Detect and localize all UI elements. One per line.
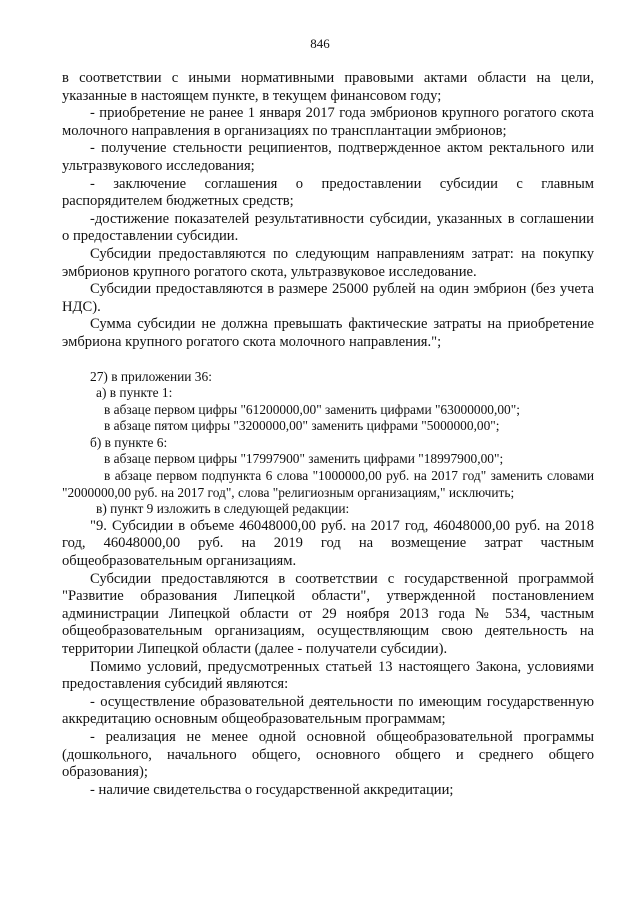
spacer — [62, 352, 594, 369]
paragraph: в соответствии с иными нормативными правовыми актами области на цели, указанные в настоящем пункте, в текущем финансовом году; — [62, 70, 594, 104]
amendment-line: в абзаце первом цифры "61200000,00" заменить цифрами "63000000,00"; — [104, 401, 520, 417]
paragraph: Субсидии предоставляются по следующим направлениям затрат: на покупку эмбрионов крупного рогатого скота, ультразвуковое исследование. — [62, 245, 594, 280]
amendment-line: в абзаце первом цифры "17997900" заменить цифрами "18997900,00"; — [104, 451, 504, 467]
amendment-subitem: в) пункт 9 изложить в следующей редакции: — [96, 501, 350, 517]
paragraph: -достижение показателей результативности субсидии, указанных в соглашении о предоставлении субсидии. — [62, 210, 594, 245]
document-body — [62, 70, 594, 799]
paragraph: - осуществление образовательной деятельности по имеющим государственную аккредитацию основным общеобразовательным программам; — [62, 693, 594, 728]
amendment-item: 27) в приложении 36: — [90, 368, 212, 384]
amendment-subitem: а) в пункте 1: — [96, 385, 173, 401]
paragraph: - приобретение не ранее 1 января 2017 года эмбрионов крупного рогатого скота молочного направления в организациях по трансплантации эмбрионов; — [62, 105, 594, 139]
amendment-line: в абзаце первом подпункта 6 слова "1000000,00 руб. на 2017 год" заменить словами "2000000,00 руб. на 2017 год", слова "религиозным организациям," исключить; — [62, 468, 594, 500]
paragraph: - наличие свидетельства о государственной аккредитации; — [90, 781, 454, 798]
paragraph: Субсидии предоставляются в размере 25000 рублей на один эмбрион (без учета НДС). — [62, 281, 594, 315]
paragraph: "9. Субсидии в объеме 46048000,00 руб. на 2017 год, 46048000,00 руб. на 2018 год, 46048000,00 руб. на 2019 год на возмещение затрат частным общеобразовательным организациям. — [62, 517, 594, 570]
amendment-line: в абзаце пятом цифры "3200000,00" заменить цифрами "5000000,00"; — [104, 418, 500, 434]
paragraph: Помимо условий, предусмотренных статьей 13 настоящего Закона, условиями предоставления субсидий являются: — [62, 658, 594, 693]
amendment-subitem: б) в пункте 6: — [90, 434, 168, 450]
paragraph: Сумма субсидии не должна превышать фактические затраты на приобретение эмбриона крупного рогатого скота молочного направления."; — [62, 316, 594, 350]
paragraph: Субсидии предоставляются в соответствии с государственной программой "Развитие образования Липецкой области", утвержденной постановлением администрации Липецкой области от 29 ноября 2013 года № 534, частным общеобразовательным организациям, осуществляющим свою деятельность на территории Липецкой области (далее - получатели субсидии). — [62, 570, 594, 657]
paragraph: - заключение соглашения о предоставлении субсидии с главным распорядителем бюджетных средств; — [62, 175, 594, 210]
paragraph: - получение стельности реципиентов, подтвержденное актом ректального или ультразвукового исследования; — [62, 140, 594, 174]
paragraph: - реализация не менее одной основной общеобразовательной программы (дошкольного, начального общего, основного общего и среднего общего образования); — [62, 728, 594, 781]
page-number: 846 — [310, 36, 330, 51]
